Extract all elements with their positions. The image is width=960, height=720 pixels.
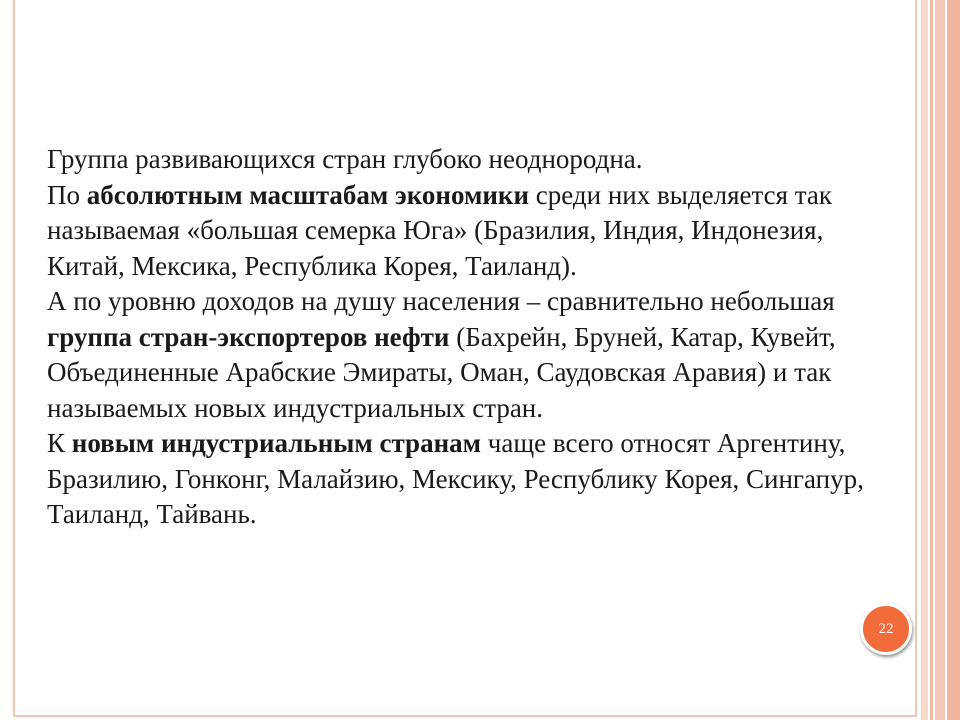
- paragraph-1: Группа развивающихся стран глубоко неоднородна.: [47, 144, 643, 174]
- page-number-badge: [860, 603, 912, 655]
- slide-body: [47, 142, 877, 533]
- text: чаще всего относят Аргентину, Бразилию, Гонконг, Малайзию, Мексику, Республику Корея, Сингапур, Таиланд, Тайвань.: [47, 428, 864, 529]
- bold-text: группа стран-экспортеров нефти: [47, 321, 450, 352]
- decor-stripe: [935, 0, 945, 720]
- text: (Бахрейн, Бруней, Катар, Кувейт, Объединенные Арабские Эмираты, Оман, Саудовская Аравия) и так называемых новых индустриальных стран.: [47, 321, 836, 423]
- bold-text: новым индустриальным странам: [71, 428, 482, 458]
- paragraph-4: [47, 426, 877, 533]
- text: среди них выделяется так называемая «большая семерка Юга» (Бразилия, Индия, Индонезия, Китай, Мексика, Республика Корея, Таиланд).: [47, 179, 832, 281]
- text: По: [47, 179, 87, 210]
- paragraph-3: [47, 284, 877, 426]
- paragraph-2: [47, 178, 877, 285]
- decor-stripe: [930, 0, 933, 720]
- bold-text: абсолютным масштабам экономики: [86, 179, 530, 210]
- page-number: 22: [878, 620, 894, 637]
- text: А по уровню доходов на душу населения – сравнительно небольшая: [47, 286, 835, 316]
- decor-stripe: [947, 0, 960, 720]
- text: К: [47, 428, 72, 458]
- decor-stripe: [921, 0, 928, 720]
